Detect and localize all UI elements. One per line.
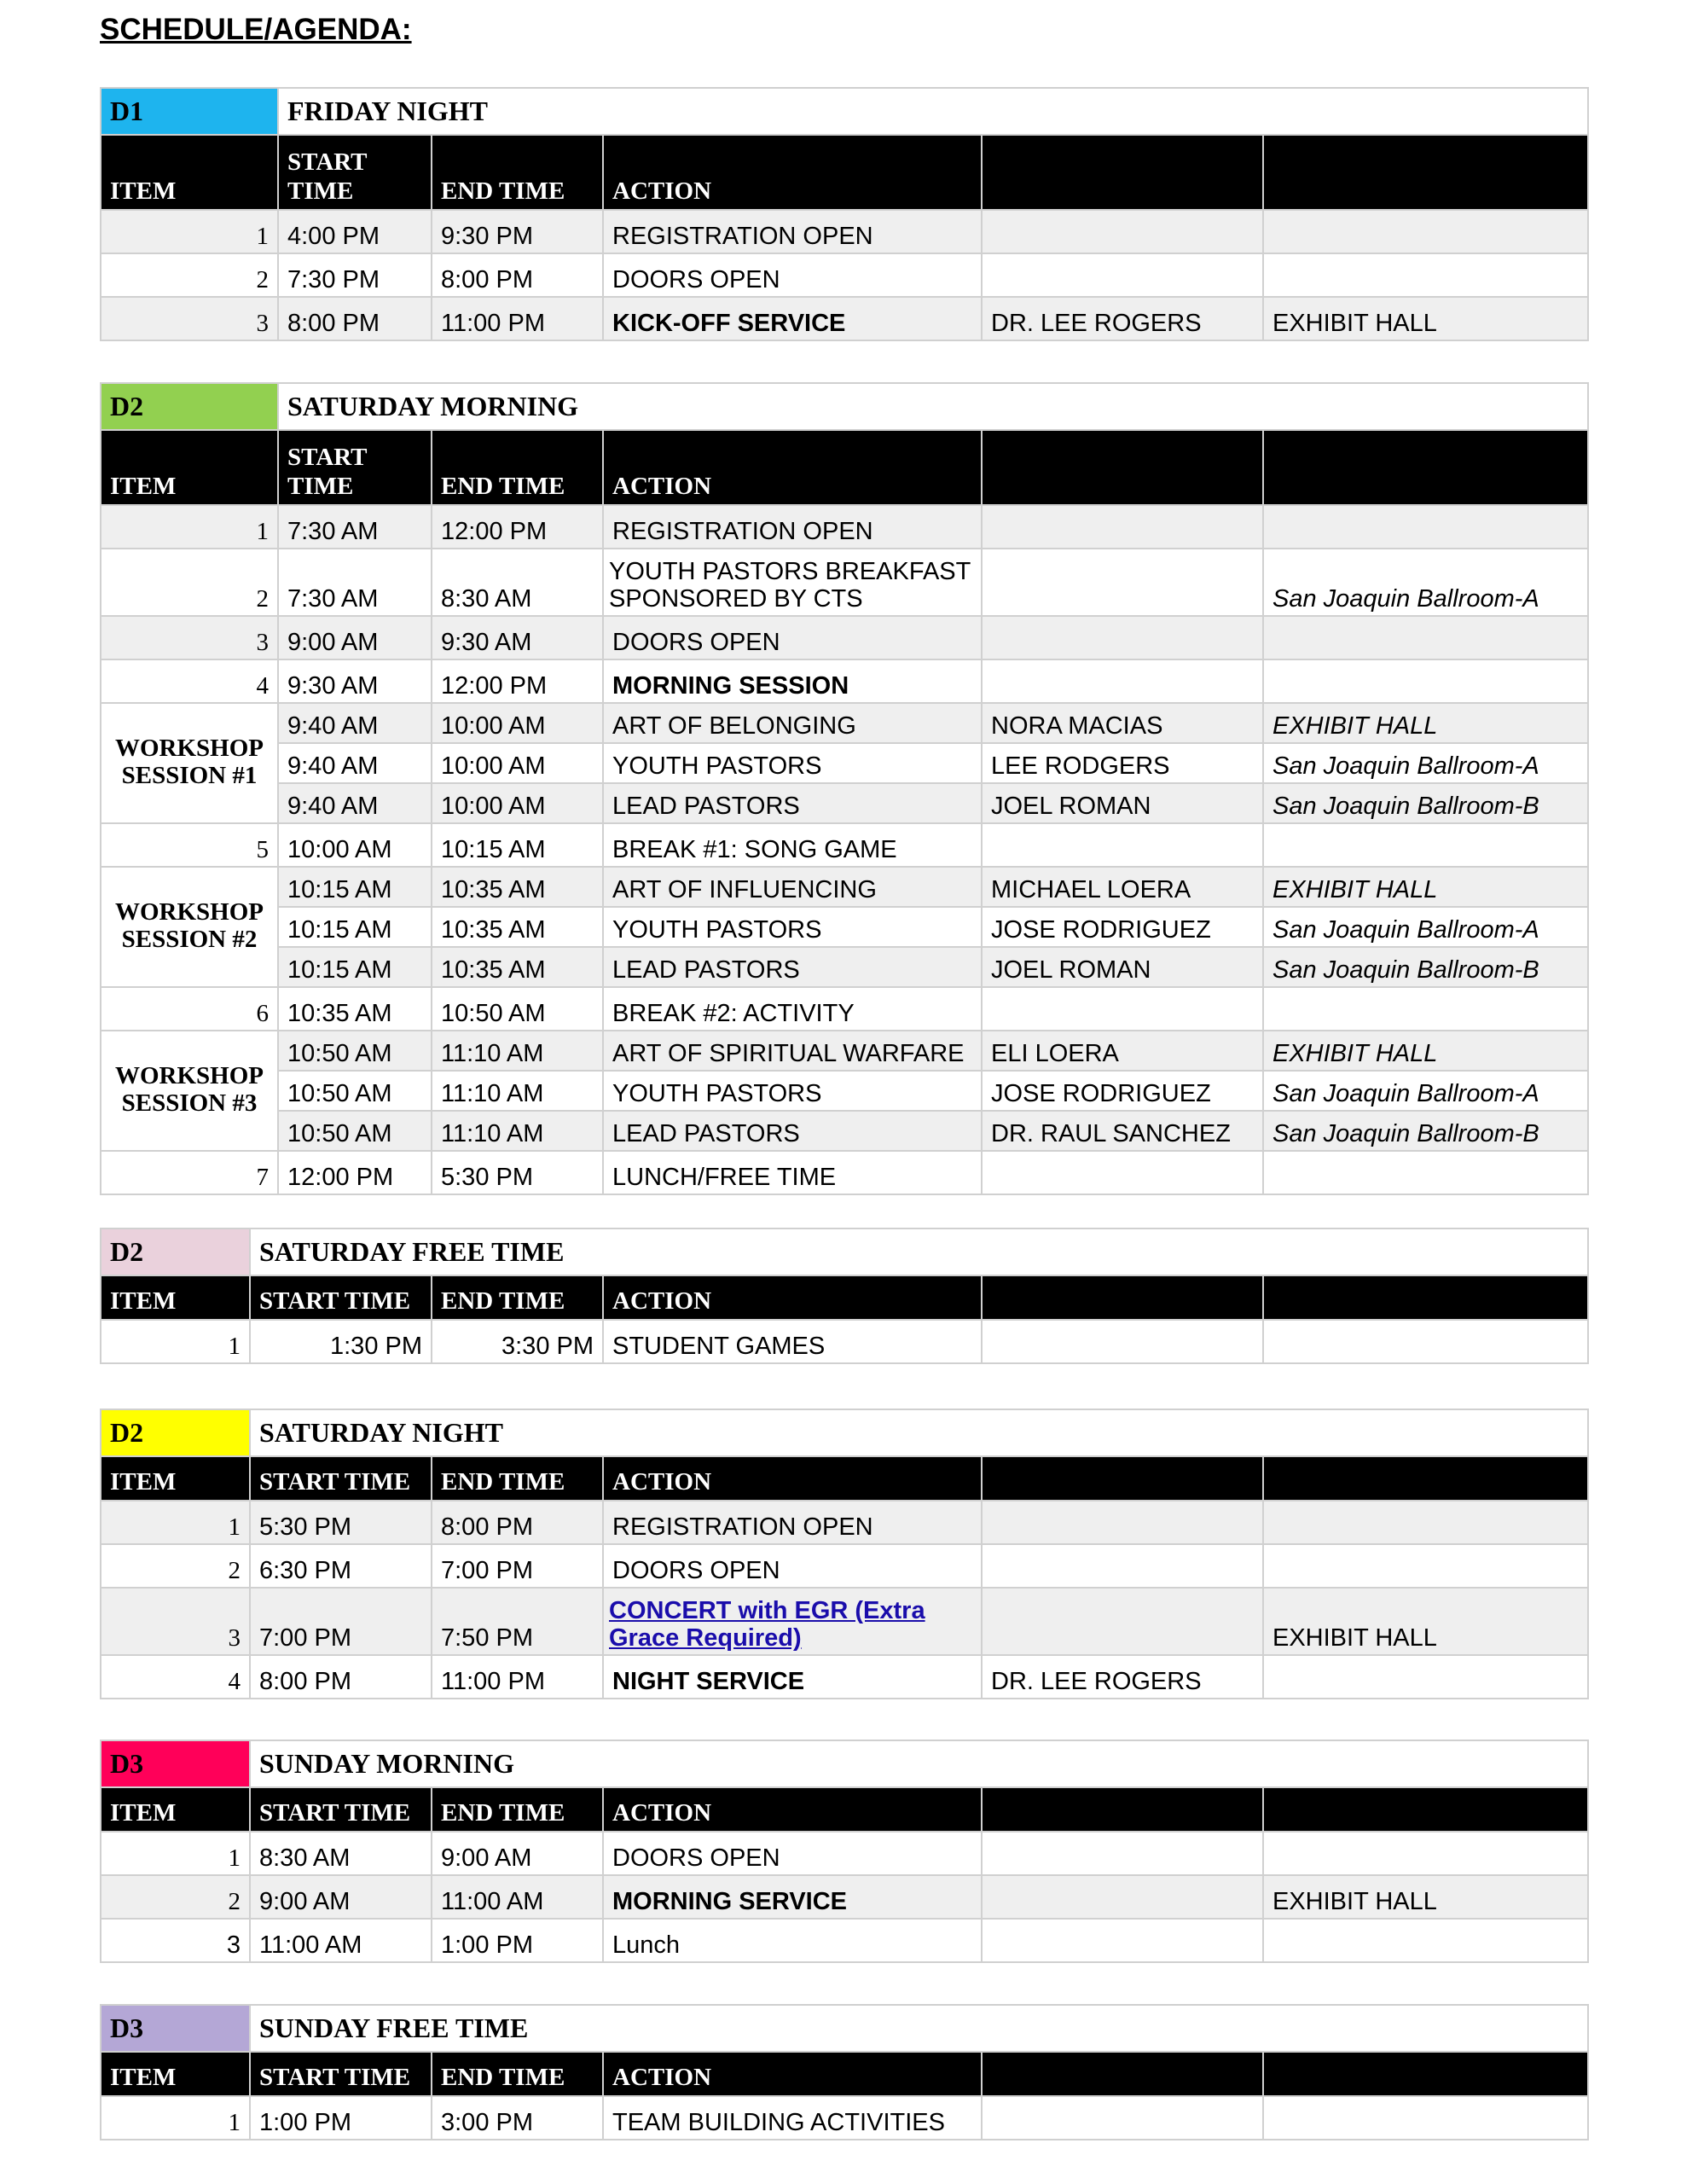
location: San Joaquin Ballroom-A (1263, 743, 1588, 783)
end-time: 11:00 AM (432, 1875, 603, 1919)
table-row (101, 616, 1588, 659)
start-time: 1:00 PM (250, 2096, 432, 2140)
header-blank (982, 1456, 1263, 1501)
end-time: 10:00 AM (432, 703, 603, 743)
location (1263, 987, 1588, 1031)
location (1263, 659, 1588, 703)
start-time: 10:15 AM (278, 867, 432, 907)
section-saturday-morning (100, 382, 1587, 1195)
action: TEAM BUILDING ACTIVITIES (603, 2096, 982, 2140)
start-time: 1:30 PM (250, 1320, 432, 1363)
location (1263, 1320, 1588, 1363)
table-row (101, 1071, 1588, 1111)
action: LEAD PASTORS (603, 947, 982, 987)
table-row (101, 659, 1588, 703)
action: DOORS OPEN (603, 1544, 982, 1588)
header-row (101, 2052, 1588, 2096)
end-time: 10:00 AM (432, 783, 603, 823)
start-time: 5:30 PM (250, 1501, 432, 1544)
start-time: 9:40 AM (278, 703, 432, 743)
section-title: SUNDAY FREE TIME (250, 2005, 1588, 2052)
section-sunday-morning (100, 1740, 1587, 1963)
action: ART OF BELONGING (603, 703, 982, 743)
header-action: ACTION (603, 135, 982, 210)
header-start-time: START TIME (250, 1456, 432, 1501)
item-number: 1 (101, 1501, 250, 1544)
start-time: 10:50 AM (278, 1031, 432, 1071)
action: MORNING SERVICE (603, 1875, 982, 1919)
header-end-time: END TIME (432, 2052, 603, 2096)
start-time: 10:50 AM (278, 1111, 432, 1151)
section-title: SUNDAY MORNING (250, 1740, 1588, 1787)
speaker (982, 253, 1263, 297)
start-time: 9:40 AM (278, 743, 432, 783)
start-time: 7:30 AM (278, 505, 432, 549)
header-end-time: END TIME (432, 1787, 603, 1832)
header-blank (1263, 2052, 1588, 2096)
location: EXHIBIT HALL (1263, 1588, 1588, 1655)
start-time: 10:50 AM (278, 1071, 432, 1111)
table-row (101, 1111, 1588, 1151)
table-row (101, 1320, 1588, 1363)
day-label: D2 (101, 1228, 250, 1275)
end-time: 10:35 AM (432, 947, 603, 987)
action: DOORS OPEN (603, 253, 982, 297)
item-number: 7 (101, 1151, 278, 1194)
speaker: DR. LEE ROGERS (982, 297, 1263, 340)
end-time: 10:50 AM (432, 987, 603, 1031)
start-time: 9:00 AM (278, 616, 432, 659)
start-time: 8:00 PM (250, 1655, 432, 1699)
speaker: JOSE RODRIGUEZ (982, 1071, 1263, 1111)
speaker (982, 210, 1263, 253)
start-time: 8:30 AM (250, 1832, 432, 1875)
header-item: ITEM (101, 2052, 250, 2096)
speaker (982, 1320, 1263, 1363)
item-number: 4 (101, 1655, 250, 1699)
end-time: 10:35 AM (432, 867, 603, 907)
action: REGISTRATION OPEN (603, 210, 982, 253)
end-time: 11:10 AM (432, 1071, 603, 1111)
start-time: 4:00 PM (278, 210, 432, 253)
table-row (101, 505, 1588, 549)
location (1263, 1919, 1588, 1962)
action: Lunch (603, 1919, 982, 1962)
action: NIGHT SERVICE (603, 1655, 982, 1699)
header-row (101, 1275, 1588, 1320)
item-number: 2 (101, 1544, 250, 1588)
header-blank (1263, 1275, 1588, 1320)
workshop-label: WORKSHOP SESSION #2 (101, 867, 278, 987)
start-time: 10:00 AM (278, 823, 432, 867)
table-row (101, 823, 1588, 867)
start-time: 7:30 AM (278, 549, 432, 616)
schedule-table (100, 1740, 1589, 1963)
action: YOUTH PASTORS BREAKFAST SPONSORED BY CTS (603, 549, 982, 616)
end-time: 10:35 AM (432, 907, 603, 947)
speaker (982, 1875, 1263, 1919)
header-end-time: END TIME (432, 135, 603, 210)
header-item: ITEM (101, 1456, 250, 1501)
header-row (101, 135, 1588, 210)
action: YOUTH PASTORS (603, 1071, 982, 1111)
speaker: JOSE RODRIGUEZ (982, 907, 1263, 947)
speaker: DR. LEE ROGERS (982, 1655, 1263, 1699)
day-label: D2 (101, 383, 278, 430)
header-action: ACTION (603, 1787, 982, 1832)
page-title: SCHEDULE/AGENDA: (100, 13, 412, 46)
start-time: 10:15 AM (278, 947, 432, 987)
action: ART OF SPIRITUAL WARFARE (603, 1031, 982, 1071)
header-row (101, 1787, 1588, 1832)
item-number: 5 (101, 823, 278, 867)
speaker (982, 1501, 1263, 1544)
item-number: 1 (101, 1832, 250, 1875)
location: San Joaquin Ballroom-A (1263, 549, 1588, 616)
item-number: 4 (101, 659, 278, 703)
action: STUDENT GAMES (603, 1320, 982, 1363)
schedule-table (100, 87, 1589, 341)
header-action: ACTION (603, 1456, 982, 1501)
action: ART OF INFLUENCING (603, 867, 982, 907)
end-time: 11:10 AM (432, 1031, 603, 1071)
table-row (101, 867, 1588, 907)
header-action: ACTION (603, 1275, 982, 1320)
table-row (101, 210, 1588, 253)
action: LEAD PASTORS (603, 783, 982, 823)
header-item: ITEM (101, 430, 278, 505)
table-row (101, 1832, 1588, 1875)
end-time: 8:00 PM (432, 253, 603, 297)
action: LEAD PASTORS (603, 1111, 982, 1151)
header-start-time: START TIME (250, 1787, 432, 1832)
end-time: 9:00 AM (432, 1832, 603, 1875)
concert-link[interactable]: CONCERT with EGR (Extra Grace Required) (603, 1588, 982, 1655)
item-number: 3 (101, 1919, 250, 1962)
header-blank (982, 135, 1263, 210)
item-number: 1 (101, 1320, 250, 1363)
workshop-label: WORKSHOP SESSION #1 (101, 703, 278, 823)
header-start-time: START TIME (278, 430, 432, 505)
action: YOUTH PASTORS (603, 743, 982, 783)
header-blank (982, 2052, 1263, 2096)
location: San Joaquin Ballroom-A (1263, 1071, 1588, 1111)
location (1263, 505, 1588, 549)
day-label: D3 (101, 2005, 250, 2052)
schedule-table (100, 1409, 1589, 1699)
action: DOORS OPEN (603, 1832, 982, 1875)
header-row (101, 430, 1588, 505)
speaker (982, 1588, 1263, 1655)
speaker (982, 1544, 1263, 1588)
location: EXHIBIT HALL (1263, 1875, 1588, 1919)
end-time: 10:00 AM (432, 743, 603, 783)
table-row (101, 2096, 1588, 2140)
day-label: D1 (101, 88, 278, 135)
header-blank (982, 1275, 1263, 1320)
start-time: 10:35 AM (278, 987, 432, 1031)
start-time: 6:30 PM (250, 1544, 432, 1588)
start-time: 8:00 PM (278, 297, 432, 340)
item-number: 2 (101, 1875, 250, 1919)
day-label: D3 (101, 1740, 250, 1787)
speaker: JOEL ROMAN (982, 947, 1263, 987)
section-title: FRIDAY NIGHT (278, 88, 1588, 135)
item-number: 3 (101, 616, 278, 659)
header-row (101, 1456, 1588, 1501)
location (1263, 1151, 1588, 1194)
table-row (101, 783, 1588, 823)
table-row (101, 743, 1588, 783)
table-row (101, 1031, 1588, 1071)
header-action: ACTION (603, 2052, 982, 2096)
speaker (982, 549, 1263, 616)
section-friday-night (100, 87, 1587, 341)
speaker (982, 659, 1263, 703)
location (1263, 253, 1588, 297)
end-time: 11:00 PM (432, 1655, 603, 1699)
location: EXHIBIT HALL (1263, 867, 1588, 907)
table-row (101, 1151, 1588, 1194)
location (1263, 1655, 1588, 1699)
end-time: 7:00 PM (432, 1544, 603, 1588)
end-time: 11:00 PM (432, 297, 603, 340)
location (1263, 1544, 1588, 1588)
item-number: 3 (101, 1588, 250, 1655)
table-row (101, 703, 1588, 743)
speaker (982, 1151, 1263, 1194)
end-time: 3:00 PM (432, 2096, 603, 2140)
end-time: 9:30 AM (432, 616, 603, 659)
workshop-label: WORKSHOP SESSION #3 (101, 1031, 278, 1151)
schedule-table (100, 2004, 1589, 2140)
header-blank (982, 1787, 1263, 1832)
section-title: SATURDAY MORNING (278, 383, 1588, 430)
speaker: ELI LOERA (982, 1031, 1263, 1071)
item-number: 1 (101, 2096, 250, 2140)
section-saturday-free-time (100, 1228, 1587, 1364)
item-number: 2 (101, 549, 278, 616)
end-time: 3:30 PM (432, 1320, 603, 1363)
speaker: DR. RAUL SANCHEZ (982, 1111, 1263, 1151)
action: LUNCH/FREE TIME (603, 1151, 982, 1194)
section-title: SATURDAY FREE TIME (250, 1228, 1588, 1275)
table-row (101, 947, 1588, 987)
start-time: 10:15 AM (278, 907, 432, 947)
header-start-time: START TIME (250, 2052, 432, 2096)
header-start-time: START TIME (278, 135, 432, 210)
end-time: 1:00 PM (432, 1919, 603, 1962)
speaker: NORA MACIAS (982, 703, 1263, 743)
table-row (101, 1919, 1588, 1962)
speaker: JOEL ROMAN (982, 783, 1263, 823)
table-row (101, 253, 1588, 297)
item-number: 6 (101, 987, 278, 1031)
section-title: SATURDAY NIGHT (250, 1409, 1588, 1456)
table-row (101, 907, 1588, 947)
section-sunday-free-time (100, 2004, 1587, 2140)
header-blank (1263, 430, 1588, 505)
start-time: 7:00 PM (250, 1588, 432, 1655)
location (1263, 1501, 1588, 1544)
location: San Joaquin Ballroom-A (1263, 907, 1588, 947)
table-row (101, 987, 1588, 1031)
location: San Joaquin Ballroom-B (1263, 783, 1588, 823)
action: MORNING SESSION (603, 659, 982, 703)
header-blank (982, 430, 1263, 505)
speaker (982, 616, 1263, 659)
speaker: MICHAEL LOERA (982, 867, 1263, 907)
header-item: ITEM (101, 1787, 250, 1832)
location (1263, 2096, 1588, 2140)
speaker (982, 1919, 1263, 1962)
end-time: 5:30 PM (432, 1151, 603, 1194)
start-time: 12:00 PM (278, 1151, 432, 1194)
item-number: 3 (101, 297, 278, 340)
speaker (982, 2096, 1263, 2140)
location (1263, 210, 1588, 253)
header-end-time: END TIME (432, 1275, 603, 1320)
end-time: 12:00 PM (432, 505, 603, 549)
day-label: D2 (101, 1409, 250, 1456)
table-row (101, 1875, 1588, 1919)
end-time: 12:00 PM (432, 659, 603, 703)
end-time: 8:00 PM (432, 1501, 603, 1544)
item-number: 2 (101, 253, 278, 297)
end-time: 11:10 AM (432, 1111, 603, 1151)
header-action: ACTION (603, 430, 982, 505)
end-time: 8:30 AM (432, 549, 603, 616)
table-row (101, 297, 1588, 340)
table-row (101, 1501, 1588, 1544)
section-saturday-night (100, 1409, 1587, 1699)
action: REGISTRATION OPEN (603, 1501, 982, 1544)
item-number: 1 (101, 505, 278, 549)
end-time: 10:15 AM (432, 823, 603, 867)
item-number: 1 (101, 210, 278, 253)
header-blank (1263, 1787, 1588, 1832)
location (1263, 616, 1588, 659)
location: San Joaquin Ballroom-B (1263, 1111, 1588, 1151)
table-row (101, 549, 1588, 616)
speaker (982, 1832, 1263, 1875)
start-time: 9:00 AM (250, 1875, 432, 1919)
header-item: ITEM (101, 135, 278, 210)
location: EXHIBIT HALL (1263, 703, 1588, 743)
schedule-table (100, 1228, 1589, 1364)
location: EXHIBIT HALL (1263, 297, 1588, 340)
location: EXHIBIT HALL (1263, 1031, 1588, 1071)
action: DOORS OPEN (603, 616, 982, 659)
start-time: 9:40 AM (278, 783, 432, 823)
action: REGISTRATION OPEN (603, 505, 982, 549)
table-row (101, 1544, 1588, 1588)
start-time: 7:30 PM (278, 253, 432, 297)
action: KICK-OFF SERVICE (603, 297, 982, 340)
header-start-time: START TIME (250, 1275, 432, 1320)
start-time: 11:00 AM (250, 1919, 432, 1962)
location: San Joaquin Ballroom-B (1263, 947, 1588, 987)
location (1263, 1832, 1588, 1875)
action: BREAK #1: SONG GAME (603, 823, 982, 867)
action: BREAK #2: ACTIVITY (603, 987, 982, 1031)
speaker (982, 987, 1263, 1031)
action: YOUTH PASTORS (603, 907, 982, 947)
speaker (982, 505, 1263, 549)
speaker: LEE RODGERS (982, 743, 1263, 783)
start-time: 9:30 AM (278, 659, 432, 703)
header-blank (1263, 1456, 1588, 1501)
end-time: 9:30 PM (432, 210, 603, 253)
speaker (982, 823, 1263, 867)
table-row (101, 1655, 1588, 1699)
location (1263, 823, 1588, 867)
end-time: 7:50 PM (432, 1588, 603, 1655)
table-row (101, 1588, 1588, 1655)
header-item: ITEM (101, 1275, 250, 1320)
header-end-time: END TIME (432, 430, 603, 505)
schedule-table (100, 382, 1589, 1195)
header-end-time: END TIME (432, 1456, 603, 1501)
header-blank (1263, 135, 1588, 210)
